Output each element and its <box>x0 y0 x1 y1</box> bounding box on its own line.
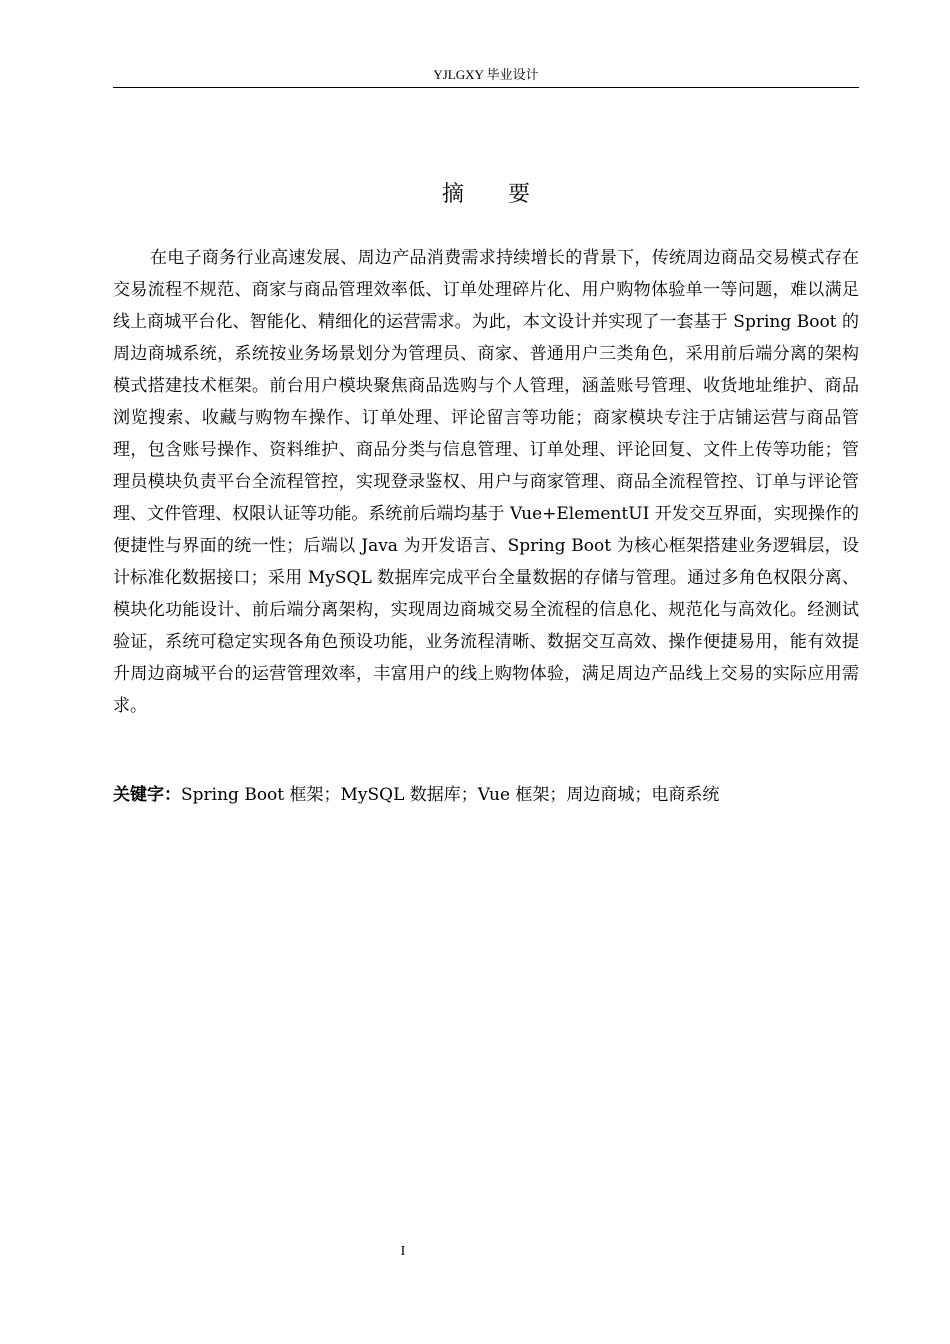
abstract-body: 在电子商务行业高速发展、周边产品消费需求持续增长的背景下，传统周边商品交易模式存在交易流程不规范、商家与商品管理效率低、订单处理碎片化、用户购物体验单一等问题，难以满足线上商城平台化、智能化、精细化的运营需求。为此，本文设计并实现了一套基于 Spring Boot 的周边商城系统，系统按业务场景划分为管理员、商家、普通用户三类角色，采用前后端分离的架构模式搭建技术框架。前台用户模块聚焦商品选购与个人管理，涵盖账号管理、收货地址维护、商品浏览搜索、收藏与购物车操作、订单处理、评论留言等功能；商家模块专注于店铺运营与商品管理，包含账号操作、资料维护、商品分类与信息管理、订单处理、评论回复、文件上传等功能；管理员模块负责平台全流程管控，实现登录鉴权、用户与商家管理、商品全流程管控、订单与评论管理、文件管理、权限认证等功能。系统前后端均基于 Vue+ElementUI 开发交互界面，实现操作的便捷性与界面的统一性；后端以 Java 为开发语言、Spring Boot 为核心框架搭建业务逻辑层，设计标准化数据接口；采用 MySQL 数据库完成平台全量数据的存储与管理。通过多角色权限分离、模块化功能设计、前后端分离架构，实现周边商城交易全流程的信息化、规范化与高效化。经测试验证，系统可稳定实现各角色预设功能，业务流程清晰、数据交互高效、操作便捷易用，能有效提升周边商城平台的运营管理效率，丰富用户的线上购物体验，满足周边产品线上交易的实际应用需求。 <box>113 248 859 716</box>
header-text: YJLGXY 毕业设计 <box>433 67 539 82</box>
abstract-title: 摘要 <box>441 182 574 207</box>
keywords-label: 关键字： <box>113 785 181 805</box>
page-number: I <box>400 1244 406 1259</box>
keywords-line <box>113 779 859 811</box>
keywords-text: Spring Boot 框架；MySQL 数据库；Vue 框架；周边商城；电商系统 <box>181 785 720 805</box>
page-header <box>113 66 859 88</box>
